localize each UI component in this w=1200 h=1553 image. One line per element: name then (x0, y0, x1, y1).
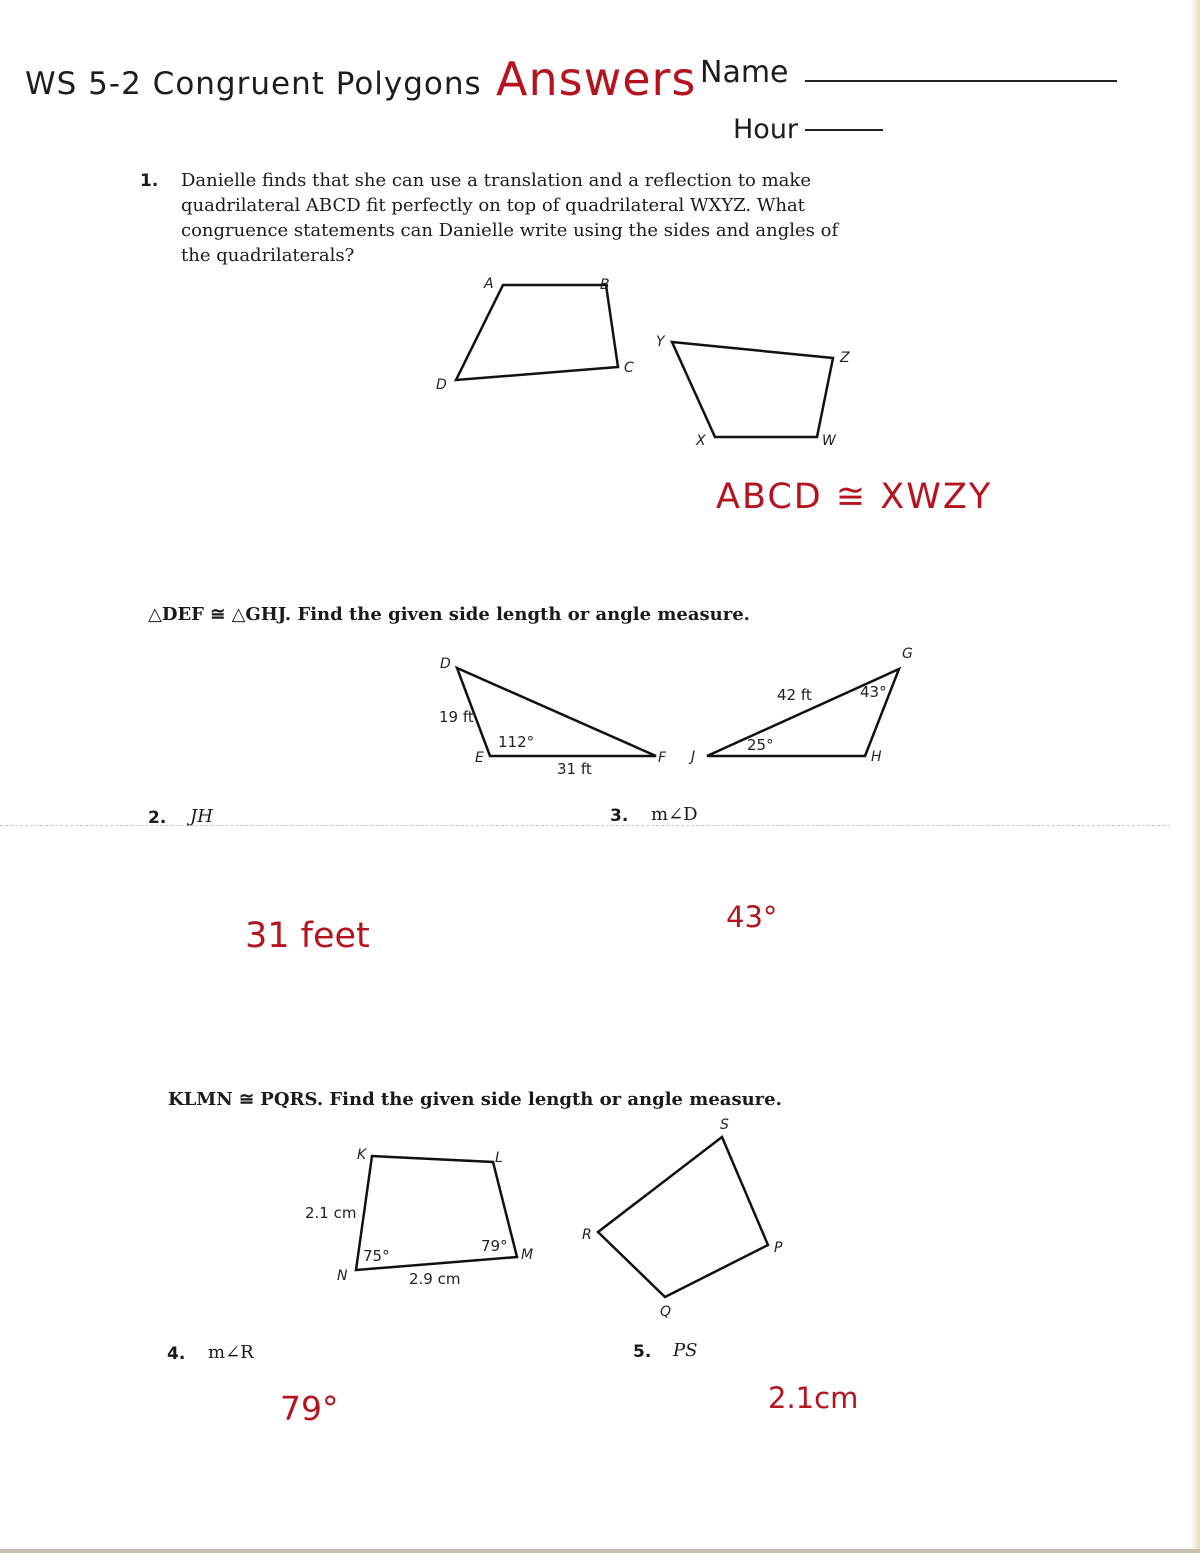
hour-blank-line (805, 129, 883, 131)
angle-label-j: 25° (747, 736, 774, 754)
problem-5-prompt: PS (673, 1340, 698, 1361)
problem-4-number: 4. (167, 1344, 186, 1364)
vertex-label-k: K (357, 1147, 367, 1163)
problem-1-line: Danielle finds that she can use a translation and a reflection to make (181, 170, 811, 191)
figure-triangle-ghj (690, 640, 930, 770)
problem-3-number: 3. (610, 806, 629, 826)
vertex-label-z: Z (840, 350, 850, 366)
vertex-label-d: D (440, 656, 451, 672)
side-label-nm: 2.9 cm (409, 1270, 461, 1288)
vertex-label-f: F (658, 750, 667, 766)
vertex-label-w: W (822, 433, 836, 449)
vertex-label-c: C (624, 360, 634, 376)
angle-label-n: 75° (363, 1247, 390, 1265)
vertex-label-y: Y (656, 334, 665, 350)
paper-edge-right (1190, 0, 1200, 1553)
vertex-label-s: S (720, 1117, 729, 1133)
vertex-label-q: Q (660, 1304, 672, 1320)
problem-1-number: 1. (140, 171, 159, 191)
figure-triangle-def (430, 648, 690, 788)
vertex-label-r: R (582, 1227, 592, 1243)
problem-3-prompt: m∠D (651, 804, 698, 825)
angle-label-m: 79° (481, 1237, 508, 1255)
vertex-label-p: P (774, 1240, 783, 1256)
figure-quadrilateral-abcd (420, 270, 660, 400)
figure-quadrilateral-klmn (295, 1140, 555, 1290)
angle-label-g: 43° (860, 683, 887, 701)
paper-edge-bottom (0, 1549, 1200, 1553)
answers-label: Answers (496, 52, 697, 106)
vertex-label-b: B (600, 277, 610, 293)
problem-1-answer: ABCD ≅ XWZY (716, 477, 993, 517)
hour-label: Hour (733, 114, 799, 145)
divider-line (0, 825, 1170, 826)
problem-5-number: 5. (633, 1342, 652, 1362)
side-label-ef: 31 ft (557, 760, 592, 778)
problem-2-number: 2. (148, 808, 167, 828)
name-label: Name (700, 55, 789, 90)
vertex-label-e: E (475, 750, 484, 766)
vertex-label-h: H (871, 749, 882, 765)
triangles-instruction: △DEF ≅ △GHJ. Find the given side length or angle measure. (148, 604, 750, 625)
problem-5-answer: 2.1cm (768, 1381, 859, 1415)
vertex-label-n: N (337, 1268, 348, 1284)
side-label-kn: 2.1 cm (305, 1204, 357, 1222)
vertex-label-d: D (436, 377, 447, 393)
problem-4-answer: 79° (280, 1389, 339, 1428)
worksheet-title: WS 5-2 Congruent Polygons (25, 66, 482, 102)
vertex-label-x: X (696, 433, 706, 449)
problem-3-answer: 43° (726, 900, 778, 934)
problem-1-line: quadrilateral ABCD fit perfectly on top of quadrilateral WXYZ. What (181, 195, 805, 216)
side-label-jg: 42 ft (777, 686, 812, 704)
problem-4-prompt: m∠R (208, 1342, 254, 1363)
vertex-label-j: J (691, 749, 696, 765)
quadrilateral-abcd (456, 285, 618, 380)
problem-1-line: congruence statements can Danielle write using the sides and angles of (181, 220, 839, 241)
quadrilateral-pqrs (598, 1137, 768, 1297)
name-blank-line (805, 80, 1117, 82)
figure-quadrilateral-wxyz (645, 325, 875, 455)
quadrilateral-wxyz (672, 342, 833, 437)
quads-instruction: KLMN ≅ PQRS. Find the given side length or angle measure. (168, 1089, 782, 1110)
vertex-label-g: G (902, 646, 913, 662)
problem-2-answer: 31 feet (245, 916, 370, 956)
vertex-label-l: L (495, 1150, 503, 1166)
figure-quadrilateral-pqrs (570, 1110, 800, 1325)
problem-1-line: the quadrilaterals? (181, 245, 355, 266)
side-label-de: 19 ft (439, 708, 474, 726)
problem-1-text (181, 168, 838, 268)
angle-label-e: 112° (498, 733, 535, 751)
vertex-label-m: M (521, 1247, 534, 1263)
vertex-label-a: A (484, 276, 494, 292)
triangle-def (457, 668, 656, 756)
problem-2-prompt: JH (190, 806, 213, 827)
